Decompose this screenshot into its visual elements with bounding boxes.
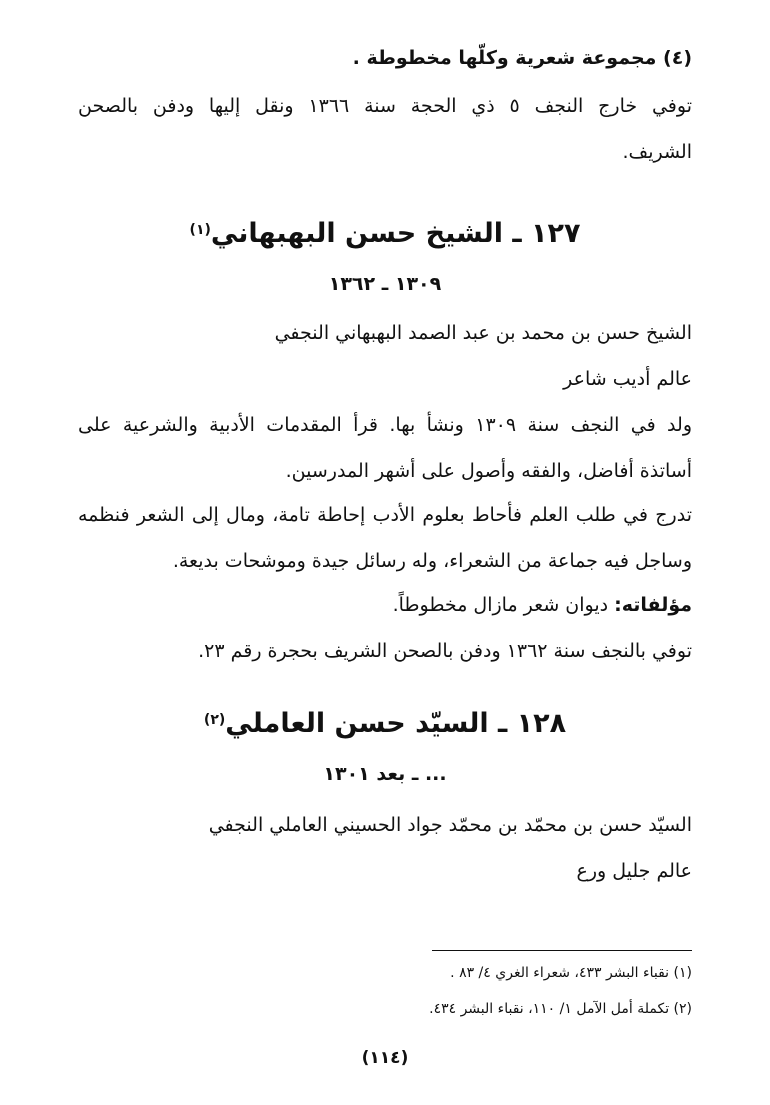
entry-128-descriptor: عالم جليل ورع (576, 860, 692, 882)
entry-127-para2-line2: وساجل فيه جماعة من الشعراء، وله رسائل جيدة وموشحات بديعة. (172, 550, 692, 572)
entry-127-death: توفي بالنجف سنة ١٣٦٢ ودفن بالصحن الشريف بحجرة رقم ٢٣. (198, 640, 692, 662)
works-text: ديوان شعر مازال مخطوطاً. (392, 594, 615, 616)
entry-127-para1-line1: ولد في النجف سنة ١٣٠٩ ونشأ بها. قرأ المقدمات الأدبية والشرعية على (78, 414, 692, 436)
entry-127-full-name: الشيخ حسن بن محمد بن عبد الصمد البهبهاني النجفي (274, 322, 692, 344)
footnote-1: (١) نقباء البشر ٤٣٣، شعراء الغري ٤/ ٨٣ . (450, 965, 692, 981)
footnote-ref-2: (٢) (203, 712, 226, 728)
prev-entry-death-line-2: الشريف. (622, 141, 692, 163)
entry-127-dates: ١٣٠٩ ـ ١٣٦٢ (328, 273, 442, 295)
entry-128-title: ١٢٨ ـ السيّد حسن العاملي (225, 708, 567, 739)
entry-128-dates: ... ـ بعد ١٣٠١ (323, 763, 447, 785)
page-number: (١١٤) (361, 1048, 409, 1068)
entry-128-full-name: السيّد حسن بن محمّد بن محمّد جواد الحسيني العاملي النجفي (208, 814, 692, 836)
entry-127-descriptor: عالم أديب شاعر (563, 368, 692, 390)
prev-entry-item-4: (٤) مجموعة شعرية وكلّها مخطوطة . (352, 47, 692, 69)
entry-127-works (393, 590, 692, 620)
entry-127-title: ١٢٧ ـ الشيخ حسن البهبهاني (210, 218, 581, 249)
works-label: مؤلفاته: (614, 594, 692, 616)
entry-127-para2-line1: تدرج في طلب العلم فأحاط بعلوم الأدب إحاطة تامة، ومال إلى الشعر فنظمه (78, 504, 692, 526)
prev-entry-death-line-1: توفي خارج النجف ٥ ذي الحجة سنة ١٣٦٦ ونقل إليها ودفن بالصحن (78, 95, 692, 117)
entry-128-heading (0, 706, 770, 742)
footnote-separator (432, 950, 692, 951)
footnote-2: (٢) تكملة أمل الآمل ١/ ١١٠، نقباء البشر ٤٣٤. (429, 1001, 692, 1017)
footnote-ref-1: (١) (189, 222, 211, 238)
entry-127-heading (0, 216, 770, 252)
entry-127-para1-line2: أساتذة أفاضل، والفقه وأصول على أشهر المدرسين. (285, 460, 692, 482)
